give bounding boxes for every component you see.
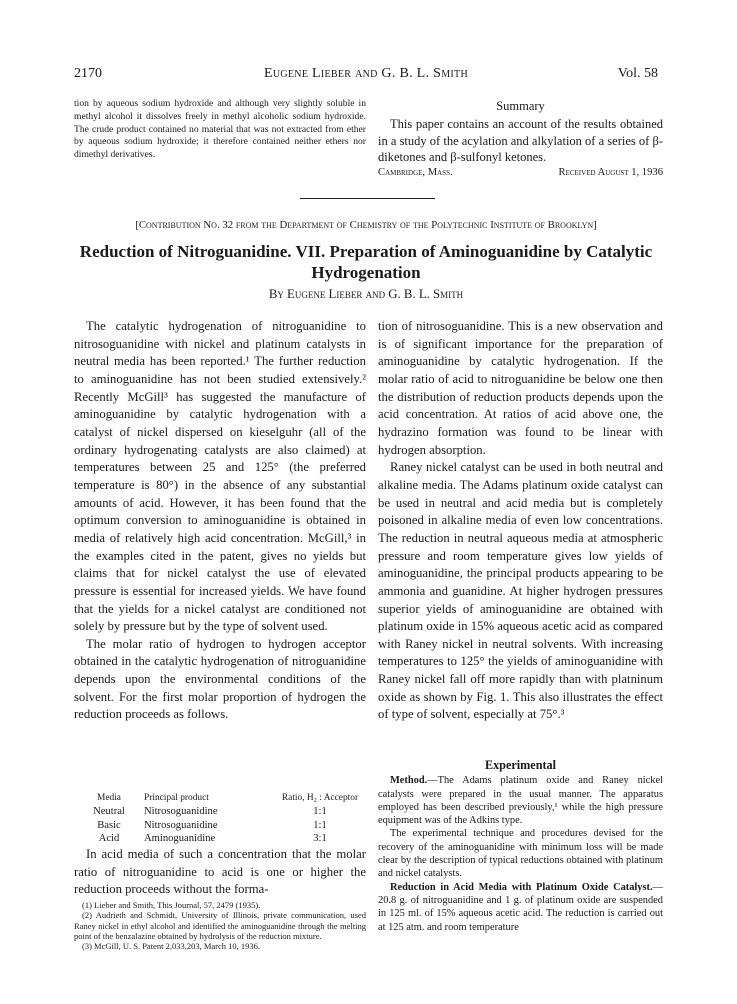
summary-heading: Summary [496,99,545,113]
reduction-text: —20.8 g. of nitroguanidine and 1 g. of platinum oxide are suspended in 125 ml. of 15% aqueous acetic acid. The reduction is carried out at 125 atm. and room temperature [378,881,663,933]
table-cell: Aminoguanidine [144,833,216,845]
table-row [74,832,366,846]
table-row [74,819,366,833]
table-header: Ratio, H₂ : Acceptor [281,793,359,803]
address: Cambridge, Mass. [378,166,453,178]
technique-paragraph: The experimental technique and procedures devised for the recovery of the aminoguanidine with minimum loss will be made clear by the description of typical reductions obtained with platinum and nickel catalysts. [378,828,663,880]
reduction-paragraph [378,881,663,934]
address-line [378,167,663,183]
experimental-section [378,758,663,934]
summary-text: This paper contains an account of the results obtained in a study of the acylation and alkylation of a series of β-diketones and β-sulfonyl ketones. [378,117,663,164]
table-header: Principal product [144,793,209,803]
table-cell: Basic [97,819,121,831]
running-header [74,66,658,82]
reduction-label: Reduction in Acid Media with Platinum Oxide Catalyst. [390,881,653,893]
volume-label: Vol. 58 [617,66,658,81]
previous-article-continuation [74,98,366,162]
right-column-body [378,318,663,724]
contribution-line: [Contribution No. 32 from the Department of Chemistry of the Polytechnic Institute of Brooklyn] [135,219,597,231]
paragraph: In acid media of such a concentration that the molar ratio of nitroguanidine to acid is one or higher the reduction proceeds without the forma- [74,847,366,897]
running-title: Eugene Lieber and G. B. L. Smith [264,66,468,81]
paragraph: The catalytic hydrogenation of nitroguanidine to nitrosoguanidine with nickel and platinum catalysts in neutral media has been reported.¹ The further reduction to aminoguanidine has not been studied extensively.² Recently McGill³ has suggested the manufacture of aminoguanidine by catalytic hydrogenation with a catalyst of nickel dispersed on kieselguhr (all of the ordinary hydrogenating catalysts are also claimed) at temperatures between 25 and 125° (the preferred temperature is 80°) in the absence of any substantial amounts of acid. However, it has been found that the optimum conversion to aminoguanidine is obtained in media of relatively high acid concentration. McGill,³ in the examples cited in the patent, gives no yields but claims that for nickel catalyst the use of elevated pressure is essential for increased yields. We have found that the yields for a nickel catalyst are conditioned not solely by pressure but by the type of solvent used. [74,319,366,634]
section-divider [300,198,435,199]
received-date: Received August 1, 1936 [558,166,663,178]
summary-section [378,99,663,183]
footnotes [74,900,366,951]
table-cell: Acid [98,833,120,845]
footnote: (1) Lieber and Smith, This Journal, 57, 2479 (1935). [82,900,261,910]
left-column-body [74,318,366,724]
experimental-heading: Experimental [484,758,557,772]
paragraph: The molar ratio of hydrogen to hydrogen acceptor obtained in the catalytic hydrogenation of nitroguanidine depends upon the environmental conditions of the solvent. For the first molar proportion of hydrogen the reduction proceeds as follows. [74,636,366,722]
title-line-2: Hydrogenation [311,263,421,282]
table-cell: 1:1 [313,806,327,818]
table-row [74,805,366,819]
left-column-continued [74,846,366,899]
table-cell: 3:1 [313,833,327,845]
table-header-row [74,791,366,805]
method-paragraph [378,774,663,827]
page-number: 2170 [74,66,102,81]
method-text: —The Adams platinum oxide and Raney nickel catalysts were prepared in the usual manner. The apparatus employed has been described previously,¹ while the high pressure equipment was of the Adkins type. [378,775,663,827]
paragraph: Raney nickel catalyst can be used in both neutral and alkaline media. The Adams platinum oxide catalyst can be used in neutral and acid media but is completely poisoned in alkaline media of even low concentrations. The reduction in neutral aqueous media at atmospheric pressure and room temperature gives low yields of aminoguanidine, the principal products appearing to be ammonia and guanidine. At higher hydrogen pressures superior yields of aminoguanidine are obtained with platinum oxide in 15% aqueous acetic acid as compared with Raney nickel in neutral solvents. With increasing temperatures to 125° the yields of aminoguanidine with Raney nickel fall off more rapidly than with platninum oxide as shown by Fig. 1. This also illustrates the effect of type of solvent, especially at 75°.³ [378,460,663,722]
byline: By Eugene Lieber and G. B. L. Smith [268,287,464,301]
continuation-text: tion by aqueous sodium hydroxide and although very slightly soluble in methyl alcohol it dissolves freely in methyl alcoholic sodium hydroxide. The crude product contained no material that was not extracted from ether by aqueous sodium hydroxide; it therefore contained neither ethers nor dimethyl derivatives. [74,98,366,161]
table-cell: Neutral [93,806,125,818]
table-header: Media [97,793,121,803]
paragraph: tion of nitrosoguanidine. This is a new observation and is of significant importance for the preparation of aminoguanidine by catalytic hydrogenation. If the molar ratio of acid to nitroguanidine be below one then the distribution of reduction products depends upon the acid concentration. At ratios of acid above one, the hydrazino formation was found to be linear with hydrogen absorption. [378,319,663,457]
table-cell: 1:1 [313,819,327,831]
footnote: (2) Audrieth and Schmidt, University of Illinois, private communication, used Raney nickel in ethyl alcohol and identified the aminoguanidine through the melting point of the benzalazine obtained by hydrolysis of the reduction mixture. [74,910,366,941]
article-title [74,241,658,283]
footnote: (3) McGill, U. S. Patent 2,033,203, March 10, 1936. [82,941,261,952]
table-cell: Nitrosoguanidine [144,806,218,818]
method-label: Method. [390,775,428,787]
title-line-1: Reduction of Nitroguanidine. VII. Preparation of Aminoguanidine by Catalytic [79,242,653,261]
ratio-table [74,791,366,846]
table-cell: Nitrosoguanidine [144,819,218,831]
